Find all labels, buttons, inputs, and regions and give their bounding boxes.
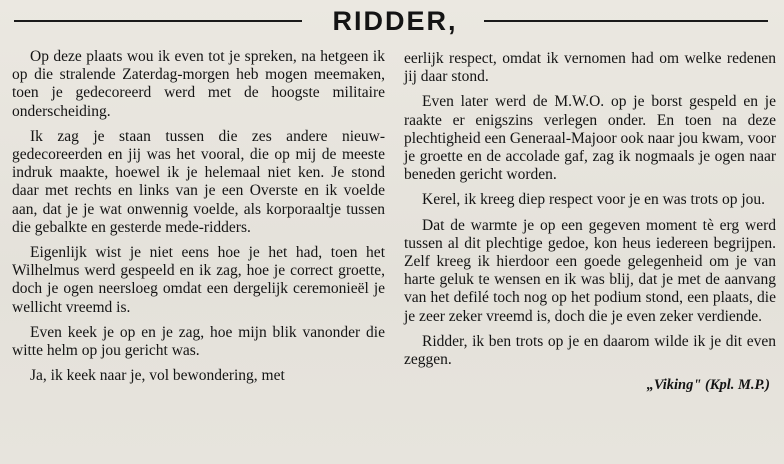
paragraph: Ja, ik keek naar je, vol bewondering, met — [30, 367, 285, 385]
paragraph: eerlijk respect, omdat ik vernomen had om welke redenen jij daar stond. — [404, 50, 776, 86]
paragraph: Dat de warmte je op een gegeven moment tè erg werd tussen al dit plechtige gedoe, kon heus iedereen begrijpen. Zelf kreeg ik hierdoor een goede gelegenheid om je van harte geluk te wensen en ik was blij, dat je met de aanvang van het defilé toch nog op het podium stond, een plaats, die je zeer zeker vreemd is, doch die je even zeker verdiende. — [404, 216, 776, 325]
paragraph: Even keek je op en je zag, hoe mijn blik vanonder die witte helm op jou gericht was. — [12, 323, 385, 360]
author-signature: „Viking" (Kpl. M.P.) — [646, 377, 770, 394]
paragraph: Ik zag je staan tussen die zes andere nieuw-gedecoreerden en jij was het vooral, die op mij de meeste indruk maakte, hoewel ik je helemaal niet ken. Je stond daar met rechts en links van je een Overste en ik voelde aan, dat je je wat onwennig voelde, als korporaaltje tussen die gebalkte en gesterde mede-ridders. — [12, 127, 385, 236]
paragraph: Even later werd de M.W.O. op je borst gespeld en je raakte er enigszins verlegen onder. En toen na deze plechtigheid een Generaal-Majoor ook naar jou kwam, voor je groette en de accolade gaf, zag ik nogmaals je ogen naar beneden gericht worden. — [404, 93, 776, 184]
right-column — [404, 50, 776, 401]
paragraph: Ridder, ik ben trots op je en daarom wilde ik je dit even zeggen. — [404, 332, 776, 369]
paragraph: Op deze plaats wou ik even tot je spreken, na hetgeen ik op die stralende Zaterdag-morgen heb mogen meemaken, toen je gedecoreerd werd met de hoogste militaire onderscheiding. — [12, 48, 385, 120]
title-rule-left — [14, 20, 302, 22]
paragraph: Eigenlijk wist je niet eens hoe je het had, toen het Wilhelmus werd gespeeld en ik zag, hoe je correct groette, doch je ogen neersloeg omdat een dergelijk ceremonieël je wellicht vreemd is. — [12, 244, 385, 316]
article-title: RIDDER, — [332, 6, 458, 36]
title-rule-right — [484, 20, 768, 22]
paragraph: Kerel, ik kreeg diep respect voor je en was trots op jou. — [422, 191, 766, 209]
left-column — [12, 48, 385, 392]
